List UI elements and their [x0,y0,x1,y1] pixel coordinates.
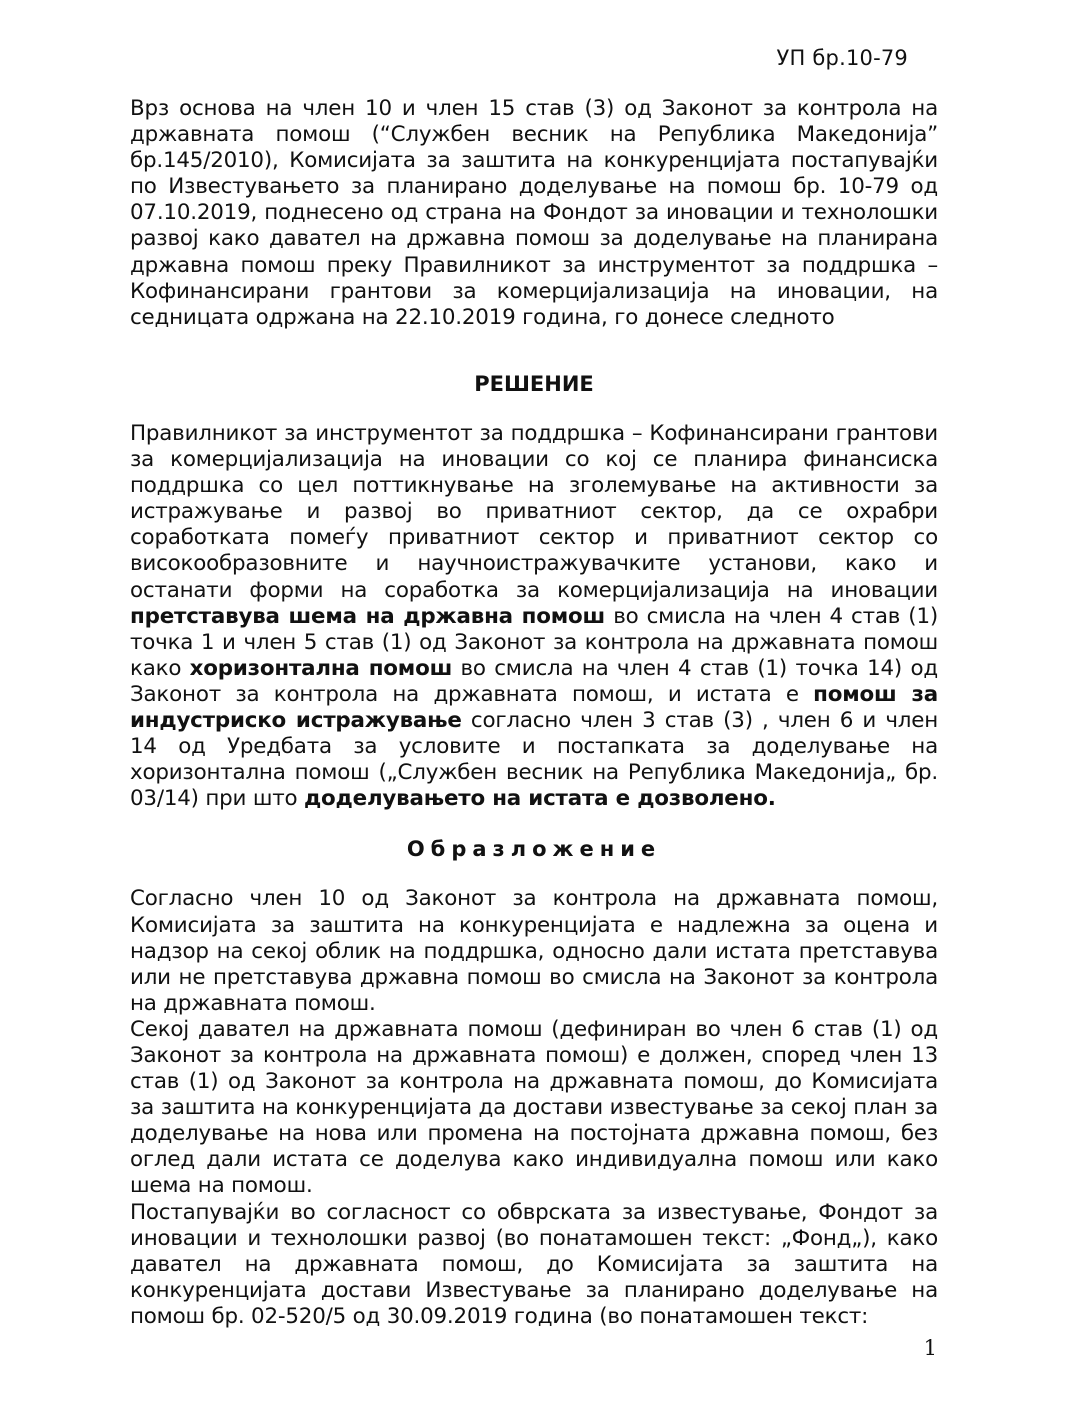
page-number: 1 [923,1336,937,1360]
decision-paragraph [130,421,938,812]
document-body [130,96,938,1330]
decision-bold-3: помош за индустриско истражување [130,681,938,733]
decision-text-1: Правилникот за инструментот за поддршка – Кофинансирани грантови за комерцијализација на иновации со кој се планира финансиска поддршка со цел поттикнување на зголемување на активности за истражување и развој во приватниот сектор, да се охрабри соработката помеѓу приватниот сектор и приватниот сектор со високообразовните и научноистражувачките установи, како и останати форми на соработка за комерцијализација на иновации [130,420,938,603]
explanation-paragraph-3: Постапувајќи во согласност со обврската за известување, Фондот за иновации и технолошки развој (во понатамошен текст: „Фонд„), како давател на државната помош, до Комисијата за заштита на конкуренцијата достави Известување за планирано доделување на помош бр. 02-520/5 од 30.09.2019 година (во понатамошен текст: [130,1199,938,1329]
decision-bold-2: хоризонтална помош [189,655,453,681]
decision-text-2: во смисла на член 4 став (1) точка 1 и член 5 став (1) од Законот за контрола на државната помош како [130,603,938,681]
reference-number: УП бр.10-79 [776,46,908,70]
explanation-paragraph-1: Согласно член 10 од Законот за контрола на државната помош, Комисијата за заштита на конкуренцијата е надлежна за оцена и надзор на секој облик на поддршка, односно дали истата претставува или не претставува државна помош во смисла на Законот за контрола на државната помош. [130,886,938,1016]
explanation-heading: Образложение [406,837,662,862]
decision-bold-1: претставува шема на државна помош [130,603,606,629]
intro-paragraph: Врз основа на член 10 и член 15 став (3) од Законот за контрола на државната помош (“Службен весник на Република Македонија” бр.145/2010), Комисијата за заштита на конкуренцијата постапувајќи по Известувањето за планирано доделување на помош бр. 10-79 од 07.10.2019, поднесено од страна на Фондот за иновации и технолошки развој како давател на државна помош за доделување на планирана државна помош преку Правилникот за инструментот за поддршка – Кофинансирани грантови за комерцијализација на иновации, на седницата одржана на 22.10.2019 година, го донесе следното [130,96,938,330]
decision-bold-4: доделувањето на истата е дозволено. [303,786,776,812]
decision-heading: РЕШЕНИЕ [474,371,594,396]
explanation-paragraph-2: Секој давател на државната помош (дефиниран во член 6 став (1) од Законот за контрола на државната помош) е должен, според член 13 став (1) од Законот за контрола на државната помош, до Комисијата за заштита на конкуренцијата да достави известување за секој план за доделување на нова или промена на постојната државна помош, без оглед дали истата се доделува како индивидуална помош или како шема на помош. [130,1016,938,1199]
decision-text-4: согласно член 3 став (3) , член 6 и член 14 од Уредбата за условите и постапката за доделување на хоризонтална помош („Службен весник на Република Македонија„ бр. 03/14) при што [130,707,938,812]
decision-text-3: во смисла на член 4 став (1) точка 14) од Законот за контрола на државната помош, и истата е [130,655,938,707]
